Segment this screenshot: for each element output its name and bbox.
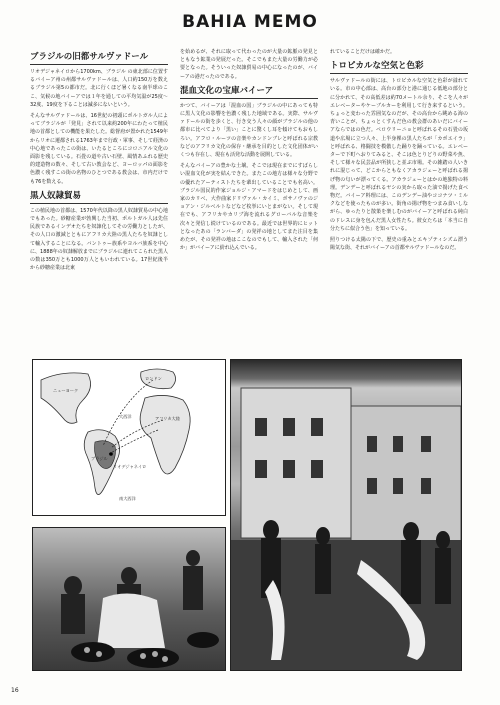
page-title: BAHIA MEMO — [182, 12, 318, 32]
market-photo — [32, 527, 226, 671]
text-column-3 — [330, 48, 468, 348]
paragraph: を始めるが、それに取って代わったのが大量の鉱脈の発見とともなう鉱業の発展だった。そこでもまた大量の労働力が必要となった。そういった奴隷貿易の中心になったのが、バイーアの港だったのである。 — [180, 49, 318, 80]
map-label: 南大西洋 — [119, 496, 136, 501]
text-column-2 — [180, 48, 318, 348]
map-label: リオデジャネイロ — [113, 464, 147, 469]
map-label: ニューヨーク — [53, 388, 79, 393]
paragraph: この植民地の首都は、1570年代以降の黒人奴隷貿易の中心地でもあった。砂糖産業が勃興した当初、ポルトガル人は先住民族であるインデオたちを奴隷化してその労働力としたが、その人口の激減とともにアフリカ大陸の黒人たちを奴隷として輸入することになる。バントゥー族系やヨルバ族系を中心に、1888年の奴隷解放までにブラジルに連れてこられた黒人の数は350万とも1000万人ともいわれている。17世紀後半から砂糖産業は北東 — [30, 207, 168, 272]
paragraph: かつて、バイーアは「混血の国」ブラジルの中にあっても特に黒人文化の影響を色濃く残した地域である。実際、サルヴァドールの街を歩くと、行き交う人々の顔がブラジルの他の都市に比べてより「黒い」ことに驚くし耳を傾けてもおもしろい。アフロ・ルーツの音楽やカンドンブレと呼ばれる宗教などのアフリカ文化の保存・継承を目的とした文化団体がいくつも存在し、現在も活発な活動を展開している。 — [180, 102, 318, 159]
map-label: ブラジル — [91, 456, 108, 461]
map-label: ロンドン — [145, 376, 162, 381]
paragraph: そんなバイーアの豊かな土壌。そこでは現在までにすばらしい混血文化が実を結んできた。またこの地方は様々な分野での優れたアーティストたちを輩出していることでも名高い。ブラジル国民的作家ジョルジ・アマードをはじめとして、画家のカリベ、大作曲家ドリヴァル・カイミ、ボサノヴァのジョアン・ジルベルトなどなど枚挙にいとまがない。そして現在でも、アフリカやカリブ海を流れるグローバルな音楽を次々と発信し続けているのである。最近では世界的にヒットとなったあの「ランバーダ」の発祥の地としてまた注目を集めたが、その発祥の地はここなのでもして、輸入された「何か」がバイーアに紛れ込んでいる。 — [180, 163, 318, 252]
paragraph: 照りつける太陽の下で、歴史の重みとエキゾティシズム漂う陽気な街、それがバイーアの首都サルヴァドールなのだ。 — [330, 237, 468, 252]
atlantic-map — [32, 359, 226, 516]
paragraph: サルヴァドールの街には、トロピカルな空気と色彩が溢れている。市の中心部は、高台の部分と港に通じる低地の部分とに分かれて、その高低差は約70メートル余り、そこを人々がエレベーターやケーブルカーを利用して行き来するという。ちょっと変わった雰囲気なのだが、その高台から眺める海の青いことが、ちょっとくすんだ色の教会群のあいだにバイーアならではの色だ。ペロウリーニョと呼ばれるその石畳の坂道や広場に立つ人々、上半身裸の黒人たちが「カポエイラ」と呼ばれる、格闘技を模倣した踊りを踊っている。エレベーターで下町へおりてみると、そこは色とりどりの野菜や魚、そして様々な民芸品が所狭しと並ぶ市場。その雑踏の人いきれに混じって、どこからともなくアカラジェーと呼ばれる揚げ物の匂いが漂ってくる。アカラジェーとはかの地独特の料理。デンデーと呼ばれるヤシの実から取った油で揚げた食べ物だ。バイーア料理には、このデンデー油やココナツ・ミルクなどを使ったものが多い。街角の揚げ物をつまみ食いしながら、ゆったりと散策を楽しむのがバイーアと呼ばれる純白のドレスに身を包んだ黒人女性たち。彼女たちは「本当に自分たちに似合う色」を知っている。 — [330, 78, 468, 232]
section-heading-old-capital: ブラジルの旧都サルヴァドール — [30, 50, 168, 65]
section-heading-slave-trade: 黒人奴隷貿易 — [30, 189, 168, 204]
section-heading-mixed-culture: 混血文化の宝庫バイーア — [180, 84, 318, 99]
paragraph: そんなサルヴァドールは、16世紀の初頭にポルトガル人によってブラジルが「発見」されて以来約200年にわたって植民地の首都としての機能を果たした。総督府が置かれた1549年からリオに遷都される1763年まで行政・軍事、そして経済の中心地であったこの街は、いたるところにコロニアル文化の面影を残している。石畳の道や古い石壁、風情あふれる歴史的建造物の数々、そして古い教会など、ヨーロッパの面影を色濃く残すこの街の名物のひとつである教会は、市内だけでも76を数える。 — [30, 113, 168, 185]
page-number: 16 — [11, 687, 19, 694]
map-label: アフリカ大陸 — [155, 416, 180, 421]
map-label: 大西洋 — [119, 414, 132, 419]
street-photo — [230, 359, 462, 671]
market-scene — [33, 528, 225, 670]
map-graphic — [33, 360, 225, 515]
street-scene — [231, 360, 461, 670]
paragraph: れていることだけは確かだ。 — [330, 49, 396, 55]
paragraph: リオデジャネイロから1700km、ブラジル の東北部に位置するバイーア州の州都サルヴァドールは、人口約150万を数えるブラジル第5の都市だ。北に行くほど暑くなる南半球のここ、気候の地バイーアでは１年を通しての平均気温が25度～32度、19度を下ることは滅多にないという。 — [30, 69, 168, 108]
text-column-1 — [30, 48, 168, 348]
section-heading-tropical: トロピカルな空気と色彩 — [330, 59, 468, 74]
